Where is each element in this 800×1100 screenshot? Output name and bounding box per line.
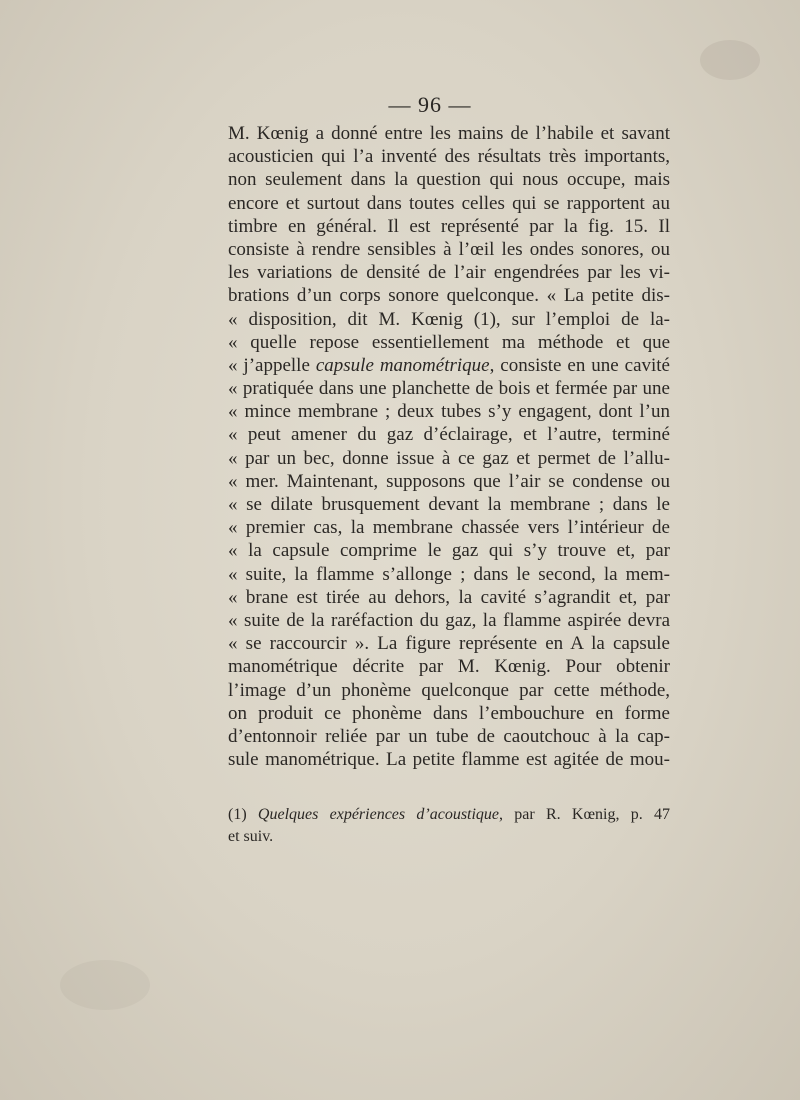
text-line — [228, 400, 670, 423]
text-segment: « j’appelle — [228, 354, 316, 376]
text-line — [228, 702, 670, 725]
text-line — [228, 539, 670, 562]
text-line — [228, 563, 670, 586]
text-line — [228, 238, 670, 261]
text-segment: « se raccourcir ». La figure représente en A la capsule — [228, 633, 670, 655]
text-line — [228, 192, 670, 215]
text-segment: encore et surtout dans toutes celles qui se rapportent au — [228, 192, 670, 214]
text-line — [228, 168, 670, 191]
italic-term: capsule manométrique — [315, 354, 490, 376]
text-segment: l’image d’un phonème quelconque par cette méthode, — [228, 679, 670, 701]
page-number: — 96 — — [388, 92, 472, 117]
text-line — [228, 470, 670, 493]
text-line — [228, 493, 670, 516]
footnote-line: et suiv. — [228, 828, 274, 845]
text-line — [228, 655, 670, 678]
text-line — [228, 145, 670, 168]
text-segment: non seulement dans la question qui nous occupe, mais — [228, 169, 670, 191]
text-line — [228, 748, 670, 771]
text-segment: « pratiquée dans une planchette de bois et fermée par une — [228, 378, 670, 400]
text-segment: « disposition, dit M. Kœnig (1), sur l’emploi de la- — [228, 308, 670, 330]
text-line — [228, 586, 670, 609]
text-line — [228, 284, 670, 307]
text-line — [228, 632, 670, 655]
footnote-number: (1) — [228, 806, 258, 823]
text-line — [228, 331, 670, 354]
text-segment: M. Kœnig a donné entre les mains de l’habile et savant — [228, 123, 670, 144]
text-line — [228, 377, 670, 400]
text-segment: brations d’un corps sonore quelconque. « La petite dis- — [228, 285, 670, 307]
text-segment: « brane est tirée au dehors, la cavité s’agrandit et, par — [228, 586, 670, 608]
text-segment: « mince membrane ; deux tubes s’y engagent, dont l’un — [228, 401, 670, 423]
text-segment: « peut amener du gaz d’éclairage, et l’autre, terminé — [228, 424, 670, 446]
text-segment: timbre en général. Il est représenté par la fig. 15. Il — [228, 215, 670, 237]
text-line — [228, 725, 670, 748]
paper-stain — [60, 960, 150, 1010]
text-line — [228, 609, 670, 632]
text-segment: on produit ce phonème dans l’embouchure en forme — [228, 702, 670, 724]
text-line — [228, 423, 670, 446]
text-segment: « suite de la raréfaction du gaz, la flamme aspirée devra — [228, 609, 670, 631]
footnote — [228, 804, 670, 848]
text-segment: « par un bec, donne issue à ce gaz et permet de l’allu- — [228, 447, 670, 469]
footnote-line — [228, 804, 670, 826]
paper-stain — [700, 40, 760, 80]
text-segment: « mer. Maintenant, supposons que l’air se condense ou — [228, 470, 670, 492]
text-segment: consiste à rendre sensibles à l’œil les ondes sonores, ou — [228, 238, 670, 260]
text-segment: « se dilate brusquement devant la membrane ; dans le — [228, 494, 670, 515]
text-segment: d’entonnoir reliée par un tube de caoutchouc à la cap- — [228, 725, 670, 747]
text-line — [228, 122, 670, 145]
text-segment: acousticien qui l’a inventé des résultats très importants, — [228, 146, 670, 168]
text-segment: les variations de densité de l’air engendrées par les vi- — [228, 262, 670, 284]
footnote-citation: , par R. Kœnig, p. 47 — [499, 806, 670, 823]
text-line — [228, 447, 670, 470]
text-line — [228, 308, 670, 331]
text-segment: « suite, la flamme s’allonge ; dans le second, la mem- — [228, 563, 670, 585]
text-line — [228, 679, 670, 702]
text-segment: « premier cas, la membrane chassée vers l’intérieur de — [228, 517, 670, 539]
text-line — [228, 516, 670, 539]
body-text — [228, 122, 670, 771]
text-line — [228, 261, 670, 284]
text-segment: manométrique décrite par M. Kœnig. Pour obtenir — [228, 656, 670, 678]
text-segment: « la capsule comprime le gaz qui s’y trouve et, par — [228, 540, 670, 562]
text-segment: sule manométrique. La petite flamme est agitée de mou- — [228, 749, 670, 771]
text-line — [228, 215, 670, 238]
text-segment: , consiste en une cavité — [489, 354, 670, 376]
footnote-title: Quelques expériences d’acoustique — [257, 806, 500, 823]
text-segment: « quelle repose essentiellement ma méthode et que — [228, 331, 670, 353]
text-line — [228, 354, 670, 377]
